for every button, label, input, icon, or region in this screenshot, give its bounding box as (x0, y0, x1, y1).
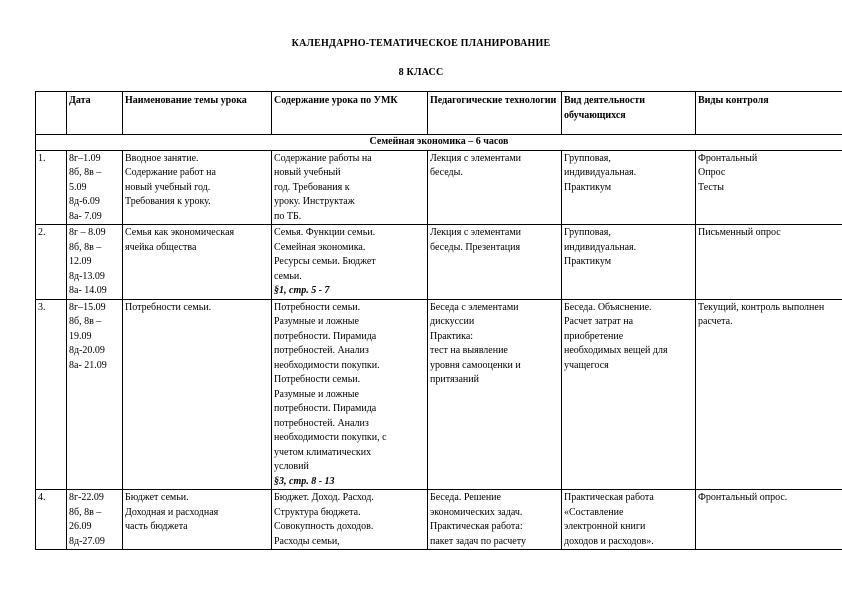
cell-line: потребности. Пирамида (274, 403, 377, 414)
cell-line: Беседа. Решение (430, 492, 501, 503)
cell-line: Совокупность доходов. (274, 521, 374, 532)
cell-line: семьи. (274, 270, 302, 282)
cell-line: Ресурсы семьи. Бюджет (274, 256, 376, 267)
cell-line: Фронтальный опрос. (698, 492, 788, 503)
cell-line: Письменный опрос (698, 227, 781, 238)
cell-line: Потребности семьи. (274, 374, 361, 385)
cell-line: 8а- 7.09 (69, 210, 102, 222)
cell-line: Потребности семьи. (125, 301, 212, 313)
cell-line: Семья как экономическая (125, 227, 235, 238)
cell-number: 1. (36, 150, 67, 225)
cell-line: потребностей. Анализ (274, 345, 369, 356)
cell-line: Практическая работа (564, 492, 654, 503)
cell-line: 26.09 (69, 521, 92, 532)
cell-date (67, 299, 123, 490)
cell-line: Фронтальный (698, 152, 758, 164)
cell-line: приобретение (564, 330, 624, 342)
cell-activity (562, 299, 696, 490)
table-row (36, 150, 842, 225)
table-row (36, 299, 842, 490)
cell-line: расчета. (698, 316, 733, 327)
header-activity: Вид деятельности обучающихся (562, 92, 696, 135)
section-title: Семейная экономика – 6 часов (36, 135, 842, 151)
cell-line: Семья. Функции семьи. (274, 227, 376, 238)
cell-control (696, 490, 842, 550)
cell-line: 8а- 14.09 (69, 285, 107, 296)
cell-content (272, 490, 428, 550)
section-row (36, 135, 842, 151)
cell-line: 8б, 8в – (69, 167, 102, 178)
cell-line: необходимости покупки. (274, 359, 380, 371)
cell-line: 8б, 8в – (69, 316, 102, 327)
cell-line: потребностей. Анализ (274, 417, 369, 429)
cell-line: Потребности семьи. (274, 301, 361, 313)
cell-line: учетом климатических (274, 446, 372, 458)
cell-line: Разумные и ложные (274, 388, 359, 400)
cell-line: Семейная экономика. (274, 241, 366, 253)
cell-line: 19.09 (69, 330, 92, 342)
cell-technologies (428, 150, 562, 225)
header-date: Дата (67, 92, 123, 135)
cell-line: 8д-13.09 (69, 270, 105, 282)
cell-line: беседы. (430, 167, 463, 178)
cell-line: 8д-6.09 (69, 196, 100, 207)
cell-control (696, 150, 842, 225)
table-row (36, 490, 842, 550)
header-content: Содержание урока по УМК (272, 92, 428, 135)
cell-number: 4. (36, 490, 67, 550)
cell-line: условий (274, 461, 309, 472)
cell-line: экономических задач. (430, 506, 523, 518)
cell-line: новый учебный (274, 167, 341, 178)
cell-line: Групповая, (564, 227, 611, 238)
cell-line: Текущий, контроль выполнен (698, 301, 825, 313)
cell-line: Расчет затрат на (564, 316, 634, 327)
cell-line: доходов и расходов». (564, 535, 654, 547)
cell-activity (562, 150, 696, 225)
cell-line: уровня самооценки и (430, 359, 521, 371)
cell-topic (123, 150, 272, 225)
cell-line: Практическая работа: (430, 521, 523, 532)
cell-activity (562, 225, 696, 300)
cell-line: Расходы семьи, (274, 535, 340, 547)
cell-line: 8д-20.09 (69, 345, 105, 356)
cell-line: Бюджет. Доход. Расход. (274, 492, 374, 503)
cell-line: Групповая, (564, 152, 611, 164)
cell-line: новый учебный год. (125, 181, 211, 193)
header-technologies: Педагогические технологии (428, 92, 562, 135)
cell-control (696, 299, 842, 490)
cell-line: потребности. Пирамида (274, 330, 377, 342)
cell-line: ячейка общества (125, 241, 197, 253)
cell-line: 8г–15.09 (69, 301, 106, 313)
cell-line: 8а- 21.09 (69, 359, 107, 371)
cell-line: Беседа с элементами (430, 301, 519, 313)
cell-line: Практикум (564, 256, 612, 267)
cell-line: необходимости покупки, с (274, 432, 387, 443)
cell-line: Лекция с элементами (430, 227, 522, 238)
cell-control (696, 225, 842, 300)
cell-line: учащегося (564, 359, 609, 371)
textbook-reference: §1, стр. 5 - 7 (274, 285, 330, 296)
header-number (36, 92, 67, 135)
cell-line: Структура бюджета. (274, 506, 361, 518)
cell-technologies (428, 299, 562, 490)
cell-topic (123, 225, 272, 300)
table-header-row (36, 92, 842, 135)
cell-line: «Составление (564, 506, 624, 518)
cell-line: 8б, 8в – (69, 241, 102, 253)
cell-line: Беседа. Объяснение. (564, 301, 652, 313)
textbook-reference: §3, стр. 8 - 13 (274, 475, 335, 487)
document-title: КАЛЕНДАРНО-ТЕМАТИЧЕСКОЕ ПЛАНИРОВАНИЕ (291, 38, 551, 49)
cell-line: тест на выявление (430, 345, 508, 356)
cell-date (67, 150, 123, 225)
planning-table (35, 91, 842, 550)
cell-line: Тесты (698, 181, 724, 193)
cell-line: 12.09 (69, 256, 92, 267)
cell-line: беседы. Презентация (430, 241, 521, 253)
cell-number: 2. (36, 225, 67, 300)
cell-line: электронной книги (564, 521, 646, 532)
cell-line: Разумные и ложные (274, 316, 359, 327)
cell-line: Требования к уроку. (125, 196, 211, 207)
cell-line: Лекция с элементами (430, 152, 522, 164)
cell-line: Содержание работ на (125, 167, 216, 178)
cell-line: индивидуальная. (564, 167, 637, 178)
cell-line: пакет задач по расчету (430, 535, 526, 547)
cell-line: Содержание работы на (274, 152, 372, 164)
cell-line: 8б, 8в – (69, 506, 102, 518)
cell-line: 8г-22.09 (69, 492, 104, 503)
cell-line: Доходная и расходная (125, 506, 219, 518)
cell-line: Практика: (430, 330, 474, 342)
cell-content (272, 299, 428, 490)
cell-content (272, 225, 428, 300)
cell-technologies (428, 225, 562, 300)
cell-line: по ТБ. (274, 210, 302, 222)
table-row (36, 225, 842, 300)
cell-number: 3. (36, 299, 67, 490)
cell-topic (123, 490, 272, 550)
cell-line: Практикум (564, 181, 612, 193)
cell-content (272, 150, 428, 225)
cell-date (67, 225, 123, 300)
header-control: Виды контроля (696, 92, 842, 135)
cell-line: Бюджет семьи. (125, 492, 189, 503)
cell-line: часть бюджета (125, 521, 188, 532)
cell-topic (123, 299, 272, 490)
cell-line: 8г – 8.09 (69, 227, 106, 238)
cell-line: уроку. Инструктаж (274, 196, 355, 207)
cell-line: необходимых вещей для (564, 345, 668, 356)
cell-line: Вводное занятие. (125, 152, 199, 164)
cell-line: 8г–1.09 (69, 152, 101, 164)
cell-line: индивидуальная. (564, 241, 637, 253)
cell-date (67, 490, 123, 550)
cell-line: притязаний (430, 374, 479, 385)
cell-activity (562, 490, 696, 550)
grade-heading: 8 КЛАСС (398, 67, 444, 78)
cell-line: дискуссии (430, 316, 475, 327)
cell-line: Опрос (698, 167, 726, 178)
header-topic: Наименование темы урока (123, 92, 272, 135)
cell-line: 5.09 (69, 181, 87, 193)
cell-line: 8д-27.09 (69, 535, 105, 547)
cell-line: год. Требования к (274, 181, 350, 193)
cell-technologies (428, 490, 562, 550)
